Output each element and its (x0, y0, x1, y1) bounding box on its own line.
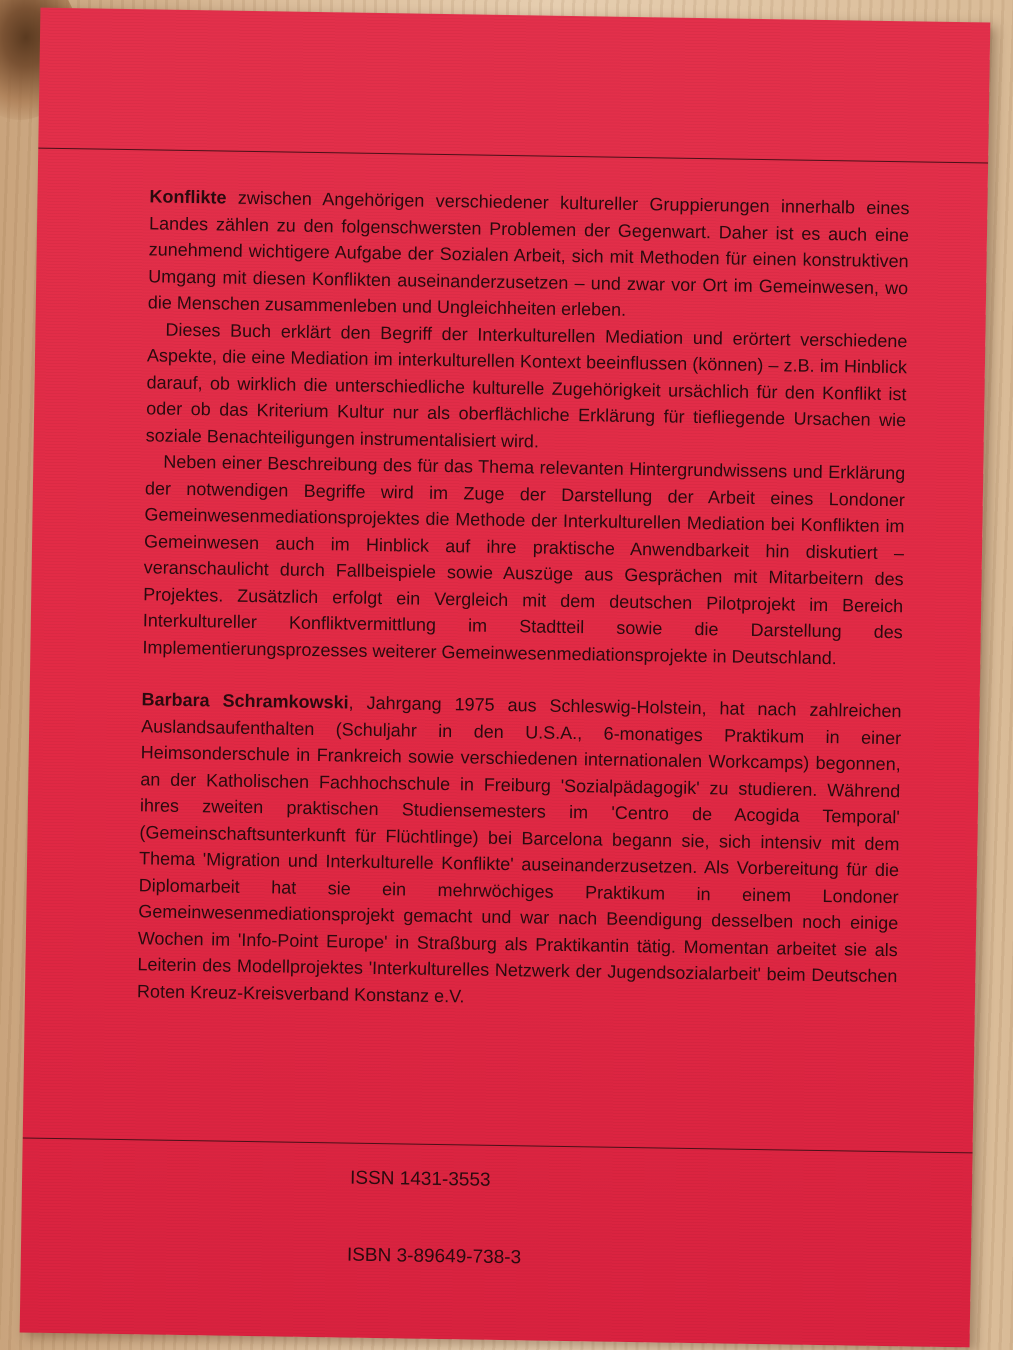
blurb-paragraph-1-text: zwischen Angehörigen verschiedener kultureller Gruppierungen innerhalb eines Landes zählen zu den folgenschwersten Problemen der Gegenwart. Daher ist es auch eine zunehmend wichtigere Aufgabe der Sozialen Arbeit, sich mit Methoden für einen konstruktiven Umgang mit diesen Konflikten auseinanderzusetzen – und zwar vor Ort im Gemeinwesen, wo die Menschen zusammenleben und Ungleichheiten erleben. (147, 187, 910, 320)
book-back-cover (20, 8, 991, 1348)
blurb-keyword: Konflikte (149, 186, 227, 208)
blurb-paragraph-3: Neben einer Beschreibung des für das Thema relevanten Hintergrundwissens und Erklärung der notwendigen Begriffe wird im Zuge der Darstellung der Arbeit eines Londoner Gemeinwesenmediationsprojektes die Methode der Interkulturellen Mediation bei Konflikten im Gemeinwesen auch im Hinblick auf ihre praktische Anwendbarkeit hin diskutiert – veranschaulicht durch Fallbeispiele sowie Auszüge aus Gesprächen mit Mitarbeitern des Projektes. Zusätzlich erfolgt ein Vergleich mit dem deutschen Pilotprojekt im Bereich Interkultureller Konfliktvermittlung im Stadtteil sowie die Darstellung des Implementierungsprozesses weiterer Gemeinwesenmediationsprojekte in Deutschland. (142, 451, 906, 668)
author-bio (137, 686, 902, 1016)
author-name: Barbara Schramkowski (141, 689, 349, 713)
issn-label: ISSN 1431-3553 (349, 1167, 491, 1191)
bottom-rule (23, 1137, 973, 1153)
top-rule (38, 148, 988, 164)
blurb-text (137, 183, 910, 1016)
author-bio-text: , Jahrgang 1975 aus Schleswig-Holstein, hat nach zahlreichen Auslandsaufenthalten (Schuljahr in den U.S.A., 6-monatiges Praktikum in einer Heimsonderschule in Frankreich sowie verschiedenen internationalen Workcamps) begonnen, an der Katholischen Fachhochschule in Freiburg 'Sozialpädagogik' zu studieren. Während ihres zweiten praktischen Studiensemesters im 'Centro de Acogida Temporal' (Gemeinschaftsunterkunft für Flüchtlinge) bei Barcelona begann sie, sich intensiv mit dem Thema 'Migration und Interkulturelle Konflikte' auseinanderzusetzen. Als Vorbereitung für die Diplomarbeit hat sie ein mehrwöchiges Praktikum in einem Londoner Gemeinwesenmediationsprojekt gemacht und war nach Beendigung desselben noch einige Wochen im 'Info-Point Europe' in Straßburg als Praktikantin tätig. Momentan arbeitet sie als Leiterin des Modellprojektes 'Interkulturelles Netzwerk der Jugendsozialarbeit' beim Deutschen Roten Kreuz-Kreisverband Konstanz e.V. (136, 692, 902, 1006)
isbn-label: ISBN 3-89649-738-3 (346, 1244, 522, 1269)
blurb-paragraph-2: Dieses Buch erklärt den Begriff der Interkulturellen Mediation und erörtert verschiedene Aspekte, die eine Mediation im interkulturellen Kontext beeinflussen (können) – z.B. im Hinblick darauf, ob wirklich die unterschiedliche kulturelle Zugehörigkeit ursächlich für den Konflikt ist oder ob das Kriterium Kultur nur als oberflächliche Erklärung für tiefliegende Ursachen wie soziale Benachteiligungen instrumentalisiert wird. (145, 319, 908, 452)
blurb-paragraph-1 (148, 183, 910, 327)
